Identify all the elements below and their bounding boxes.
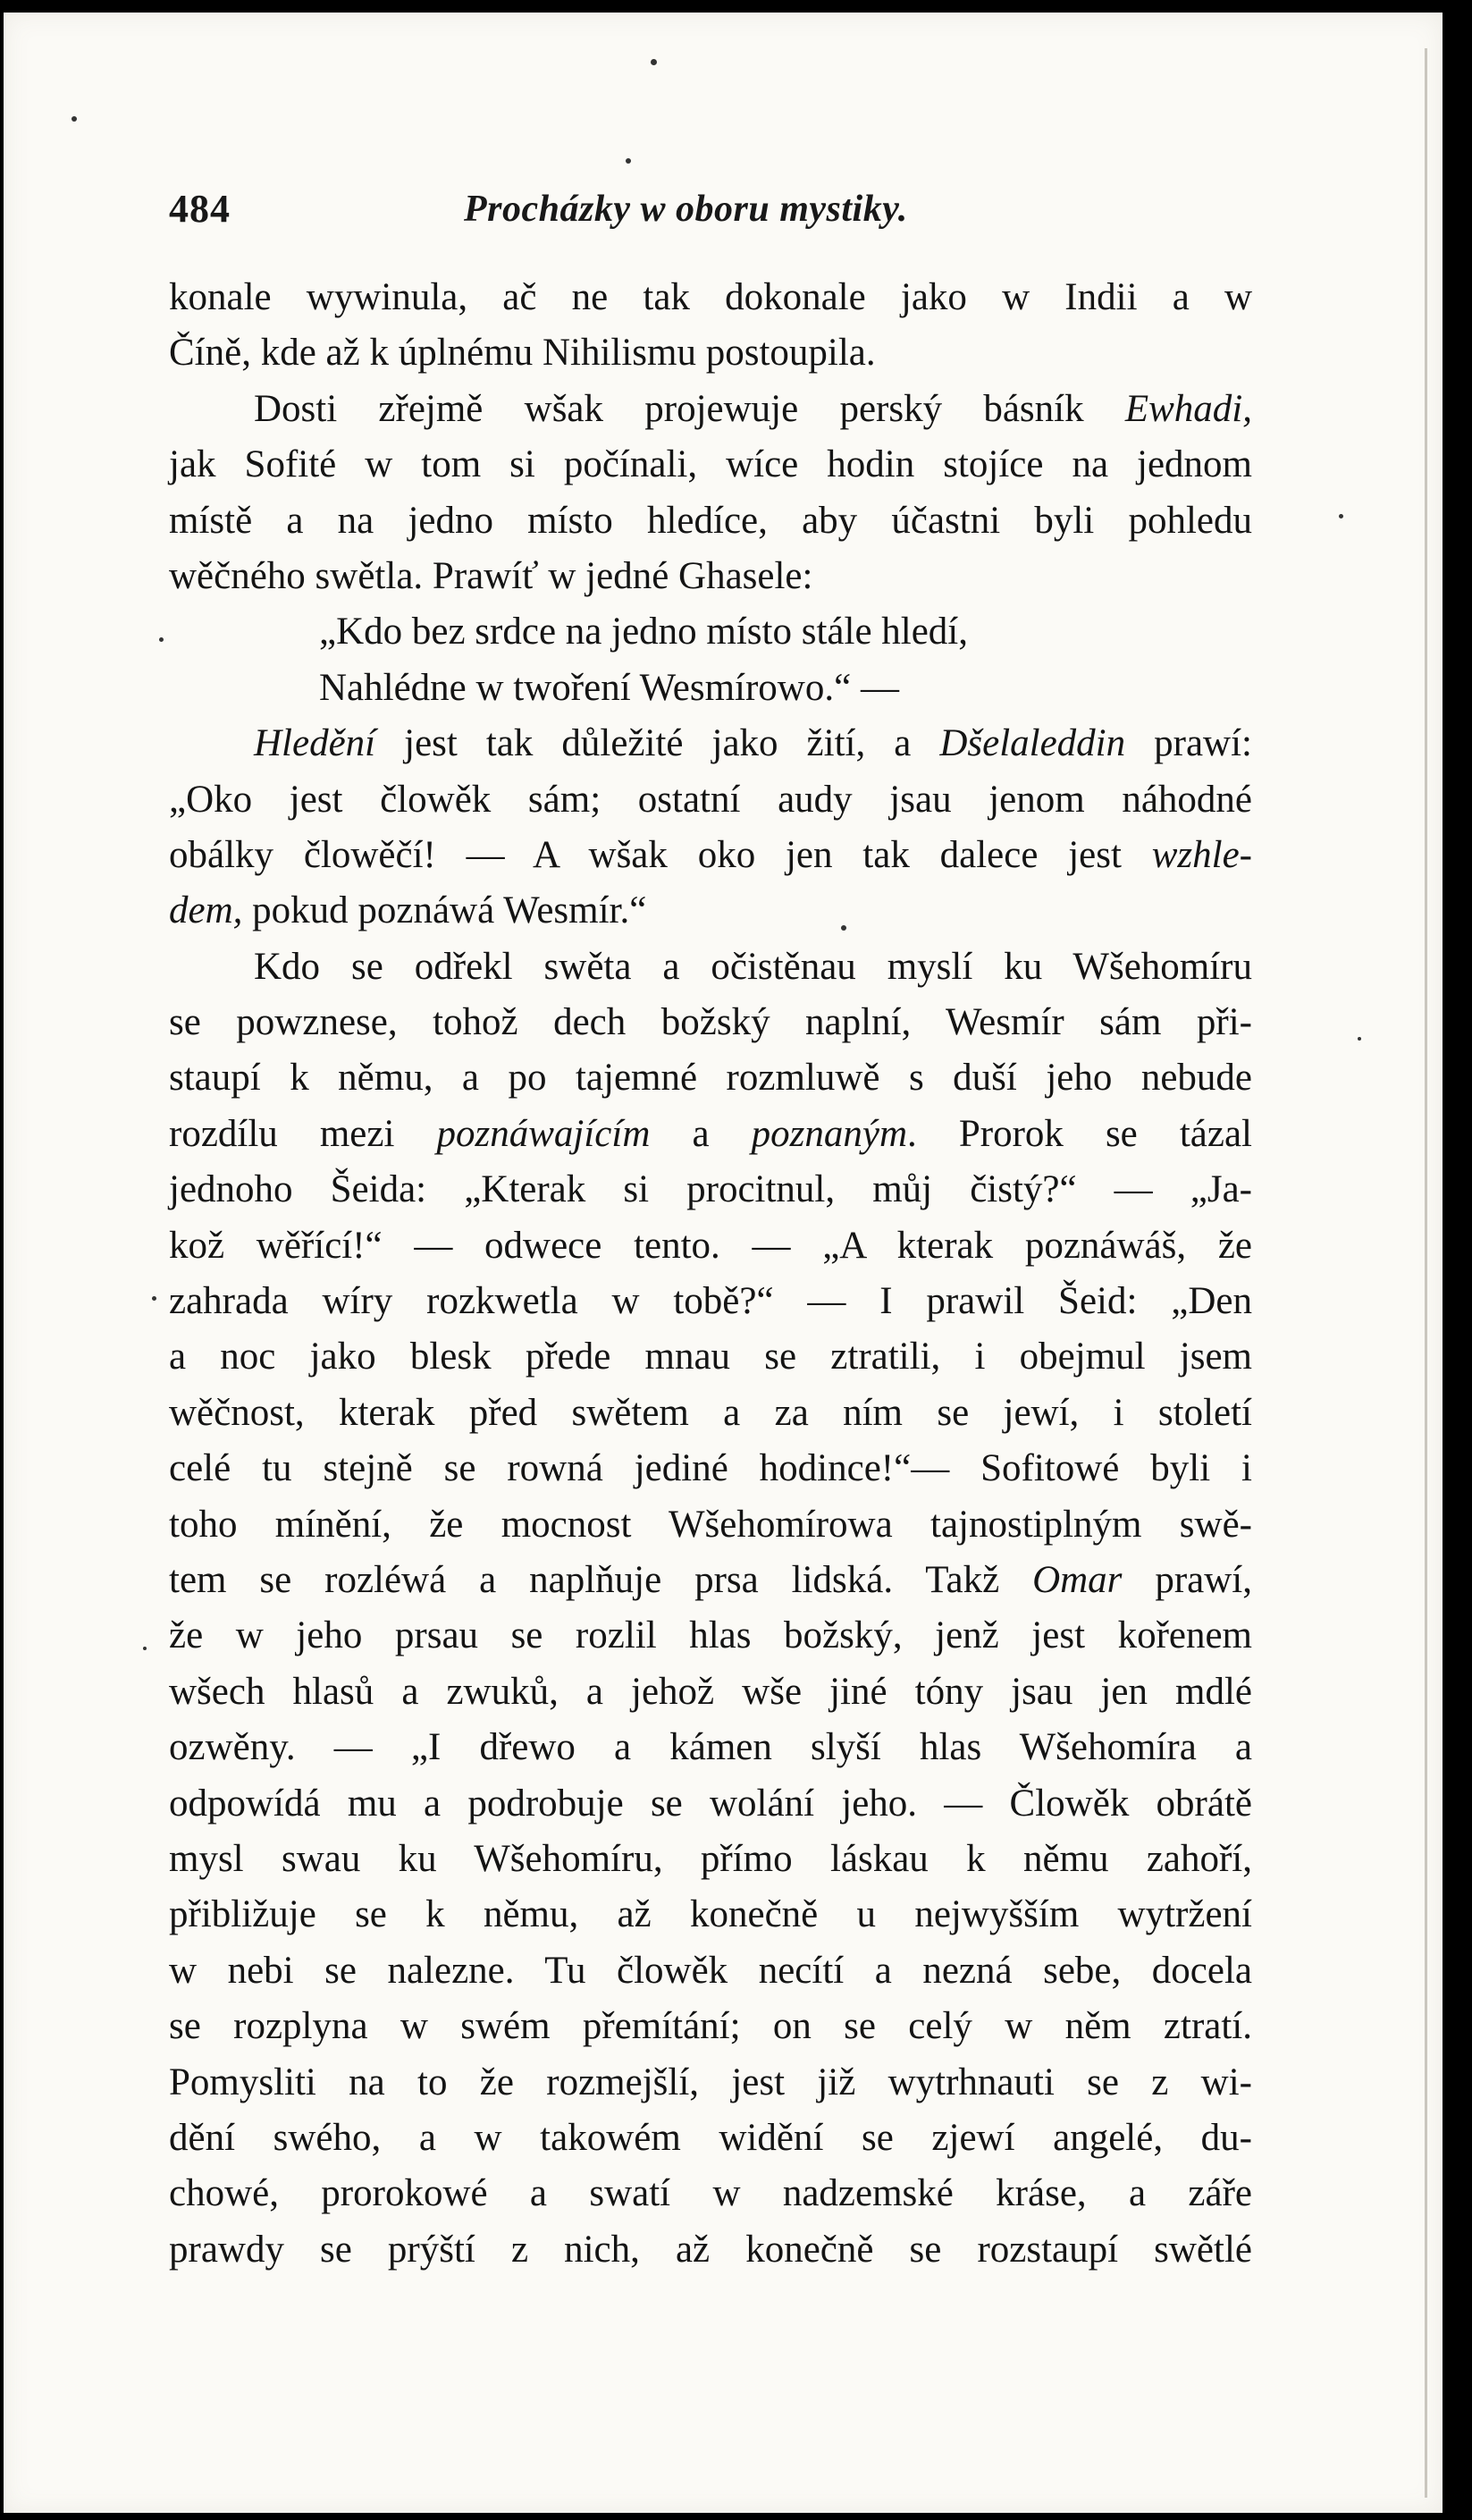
running-head: Procházky w oboru mystiky. xyxy=(464,189,908,230)
text-line: wěčnost, kterak před swětem a za ním se jewí, i století xyxy=(169,1391,1252,1434)
print-speck xyxy=(626,158,631,164)
paragraph-ewhadi xyxy=(169,382,1252,605)
print-speck xyxy=(152,1296,156,1301)
text-line: chowé, prorokowé a swatí w nadzemské kráse, a záře xyxy=(169,2172,1252,2215)
print-speck xyxy=(143,1647,147,1650)
text-line: Číně, kde až k úplnému Nihilismu postoupila. xyxy=(169,332,876,375)
text-line: jak Sofité w tom si počínali, wíce hodin stojíce na jednom xyxy=(169,443,1252,486)
text-line: konale wywinula, ač ne tak dokonale jako w Indii a w xyxy=(169,276,1252,318)
paragraph-continuation xyxy=(169,270,1252,382)
text-line: kož wěřící!“ — odwece tento. — „A kterak poznáwáš, že xyxy=(169,1224,1252,1267)
page-number: 484 xyxy=(169,187,231,231)
page-header xyxy=(169,186,1241,240)
text-line: odpowídá mu a podrobuje se wolání jeho. — Člowěk obrátě xyxy=(169,1782,1252,1825)
italic-name: Dšelaleddin xyxy=(939,722,1126,765)
paragraph-hledeni xyxy=(169,716,1252,940)
text-line: tem se rozléwá a naplňuje prsa lidská. Takž Omar prawí, xyxy=(169,1558,1252,1601)
text-line: dění swého, a w takowém widění se zjewí angelé, du- xyxy=(169,2116,1252,2159)
text-line: obálky člowěčí! — A wšak oko jen tak dalece jest wzhle- xyxy=(169,833,1252,876)
verse-line: Nahlédne w twoření Wesmírowo.“ — xyxy=(319,666,899,709)
text-line: rozdílu mezi poznáwajícím a poznaným. Prorok se tázal xyxy=(169,1112,1252,1155)
print-speck xyxy=(841,925,846,931)
print-speck xyxy=(1339,514,1343,518)
italic-term: poznáwajícím xyxy=(436,1112,651,1155)
text-line: w nebi se nalezne. Tu člowěk necítí a nezná sebe, docela xyxy=(169,1949,1252,1992)
italic-term: wzhle- xyxy=(1151,833,1252,876)
paragraph-kdo xyxy=(169,940,1252,2278)
print-speck xyxy=(1358,1037,1361,1041)
italic-name: Ewhadi, xyxy=(1124,387,1252,430)
body-text xyxy=(169,270,1252,2278)
italic-name: Omar xyxy=(1032,1558,1123,1601)
text-line: a noc jako blesk přede mnau se ztratili, i obejmul jsem xyxy=(169,1336,1252,1378)
italic-term: Hledění xyxy=(254,722,376,765)
text-line: se powznese, tohož dech božský naplní, Wesmír sám při- xyxy=(169,1001,1252,1044)
print-speck xyxy=(159,637,164,642)
text-line: celé tu stejně se rowná jediné hodince!“— Sofitowé byli i xyxy=(169,1447,1252,1490)
italic-term: poznaným xyxy=(751,1112,908,1155)
verse-line: „Kdo bez srdce na jedno místo stále hledí, xyxy=(319,611,969,653)
text-line: přibližuje se k němu, až konečně u nejwyšším wytržení xyxy=(169,1893,1252,1936)
text-line: mysl swau ku Wšehomíru, přímo láskau k němu zahoří, xyxy=(169,1837,1252,1880)
text-line: toho mínění, že mocnost Wšehomírowa tajnostiplným swě- xyxy=(169,1503,1252,1546)
text-line: Hledění jest tak důležité jako žití, a Dšelaleddin prawí: xyxy=(254,722,1252,765)
text-line: ozwěny. — „I dřewo a kámen slyší hlas Wšehomíra a xyxy=(169,1726,1252,1769)
page-edge xyxy=(1425,48,1427,2498)
text-line: Kdo se odřekl swěta a očistěnau myslí ku Wšehomíru xyxy=(254,945,1252,988)
italic-term: dem, xyxy=(169,889,243,932)
text-line: wěčného swětla. Prawíť w jedné Ghasele: xyxy=(169,554,813,597)
print-speck xyxy=(651,59,657,65)
text-line: staupí k němu, a po tajemné rozmluwě s duší jeho nebude xyxy=(169,1057,1252,1100)
text-line: „Oko jest člowěk sám; ostatní audy jsau jenom náhodné xyxy=(169,778,1252,821)
text-line: wšech hlasů a zwuků, a jehož wše jiné tóny jsau jen mdlé xyxy=(169,1670,1252,1713)
text-line: že w jeho prsau se rozlil hlas božský, jenž jest kořenem xyxy=(169,1614,1252,1657)
print-speck xyxy=(71,116,77,122)
text-line: prawdy se prýští z nich, až konečně se rozstaupí swětlé xyxy=(169,2228,1252,2271)
text-line: se rozplyna w swém přemítání; on se celý w něm ztratí. xyxy=(169,2005,1252,2048)
text-line: dem, pokud poznáwá Wesmír.“ xyxy=(169,889,647,932)
text-line: Dosti zřejmě wšak projewuje perský básník Ewhadi, xyxy=(254,387,1252,430)
text-line: místě a na jedno místo hledíce, aby účastni byli pohledu xyxy=(169,499,1252,542)
verse-quote xyxy=(169,604,1252,716)
text-line: Pomysliti na to že rozmejšlí, jest již wytrhnauti se z wi- xyxy=(169,2061,1252,2103)
text-line: jednoho Šeida: „Kterak si procitnul, můj čistý?“ — „Ja- xyxy=(169,1168,1252,1211)
text-line: zahrada wíry rozkwetla w tobě?“ — I prawil Šeid: „Den xyxy=(169,1280,1252,1323)
